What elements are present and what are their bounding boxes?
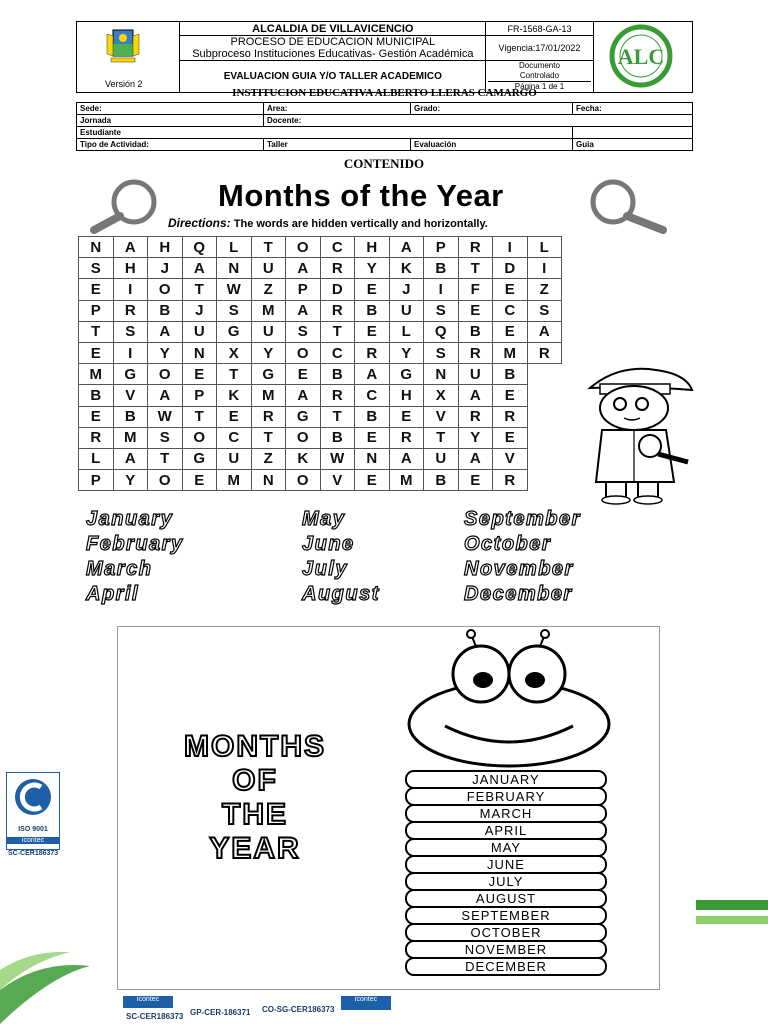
grid-cell: H [355,237,390,258]
grid-cell: E [355,470,390,491]
grid-cell: W [320,448,355,469]
grid-row [79,258,562,279]
caterpillar-segment: JULY [405,872,607,891]
caterpillar-segment: NOVEMBER [405,940,607,959]
estudiante-field: Estudiante [77,127,573,139]
grid-cell: M [251,300,286,321]
grid-cell: C [320,237,355,258]
area-field: Area: [264,103,411,115]
grid-cell: L [217,237,252,258]
grid-cell: E [217,406,252,427]
grid-cell: E [493,385,528,406]
grid-cell: N [217,258,252,279]
month-word: September [464,508,581,530]
grid-cell: A [182,258,217,279]
grid-cell: E [493,321,528,342]
wordsearch-grid [78,236,562,491]
grid-cell: V [320,470,355,491]
grid-cell: A [148,385,183,406]
vigencia: Vigencia:17/01/2022 [486,36,593,61]
sede-field: Sede: [77,103,264,115]
grid-cell: E [79,279,114,300]
icontec-badge-bottom-1: icontec [123,996,173,1008]
grid-cell: T [217,364,252,385]
caterpillar-segment: OCTOBER [405,923,607,942]
grid-cell: R [320,300,355,321]
grid-row [79,237,562,258]
grid-cell: Z [251,279,286,300]
guia-field: Guia [573,139,693,151]
grid-cell: R [320,385,355,406]
grid-cell: E [355,321,390,342]
iso-cert-badge [6,772,60,850]
grid-cell: A [286,300,321,321]
green-swoosh-left [0,930,120,1024]
grid-cell: C [320,342,355,363]
grid-cell: U [182,321,217,342]
big-title-line-2: OF [232,764,278,797]
caterpillar-segment: SEPTEMBER [405,906,607,925]
grid-cell: L [527,237,562,258]
grid-cell: B [113,406,148,427]
grid-cell: K [286,448,321,469]
grid-cell: L [389,321,424,342]
caterpillar-head-icon [405,628,615,768]
grid-cell: J [182,300,217,321]
docente-field: Docente: [264,115,693,127]
grid-cell: B [148,300,183,321]
grid-cell: J [148,258,183,279]
grid-cell: M [79,364,114,385]
grid-cell: E [182,470,217,491]
grid-cell: W [217,279,252,300]
grid-cell: J [389,279,424,300]
grid-cell: T [251,427,286,448]
icontec-label: icontec [7,837,59,844]
caterpillar-segment: JANUARY [405,770,607,789]
caterpillar-segment: JUNE [405,855,607,874]
grid-cell: Y [458,427,493,448]
month-word: July [302,558,349,580]
grid-cell: A [527,321,562,342]
grid-cell: F [458,279,493,300]
grid-cell: G [389,364,424,385]
grid-cell: A [458,385,493,406]
grid-cell: A [458,448,493,469]
grid-cell: T [182,279,217,300]
page-count: Página 1 de 1 [488,81,590,92]
grado-field: Grado: [411,103,573,115]
grid-cell: Y [251,342,286,363]
grid-cell: C [217,427,252,448]
grid-cell: E [458,300,493,321]
grid-cell: Z [251,448,286,469]
grid-row [79,406,562,427]
grid-cell: L [79,448,114,469]
grid-row [79,385,562,406]
grid-cell: A [113,448,148,469]
contenido-heading: CONTENIDO [343,156,425,171]
grid-cell: O [286,237,321,258]
grid-cell: S [148,427,183,448]
grid-cell: Q [182,237,217,258]
grid-cell: S [286,321,321,342]
grid-cell: I [113,279,148,300]
caterpillar-segment: DECEMBER [405,957,607,976]
grid-cell: D [320,279,355,300]
grid-cell: O [286,342,321,363]
svg-text:ALC: ALC [617,44,664,69]
caterpillar-segment: AUGUST [405,889,607,908]
magnifier-right-icon [575,178,675,234]
process-cell [180,36,486,61]
grid-cell: T [79,321,114,342]
subprocess-title: Subproceso Instituciones Educativas- Gestión Académica [192,48,474,60]
grid-row [79,321,562,342]
cert-code-left: SC-CER186373 [8,850,59,857]
grid-cell: C [355,385,390,406]
tipo-field: Tipo de Actividad: [77,139,264,151]
grid-cell: T [424,427,459,448]
grid-cell: R [458,406,493,427]
grid-cell: R [458,237,493,258]
grid-cell: N [182,342,217,363]
grid-cell: E [79,342,114,363]
grid-cell: K [389,258,424,279]
grid-cell [527,406,562,427]
grid-cell: G [217,321,252,342]
grid-cell: S [424,342,459,363]
grid-cell [527,470,562,491]
grid-cell: R [113,300,148,321]
month-word: February [86,533,184,555]
grid-cell: N [424,364,459,385]
grid-cell: A [389,237,424,258]
grid-cell: T [320,406,355,427]
fecha-field: Fecha: [573,103,693,115]
grid-cell: R [251,406,286,427]
grid-cell: R [320,258,355,279]
grid-cell: S [217,300,252,321]
grid-cell: N [79,237,114,258]
grid-cell: I [424,279,459,300]
grid-cell: E [355,427,390,448]
controlado-label: Controlado [519,71,560,80]
grid-cell: T [182,406,217,427]
grid-cell: E [458,470,493,491]
grid-cell: M [217,470,252,491]
grid-cell: G [251,364,286,385]
grid-cell: B [355,406,390,427]
cert-code-bottom-1: SC-CER186373 [126,1012,184,1021]
grid-cell: T [458,258,493,279]
grid-row [79,342,562,363]
grid-cell: B [355,300,390,321]
caterpillar-segment: MARCH [405,804,607,823]
estudiante-extra [573,127,693,139]
grid-cell: S [113,321,148,342]
grid-cell [527,427,562,448]
month-word: December [464,583,573,605]
grid-cell: R [458,342,493,363]
cert-code-bottom-3: CO-SG-CER186373 [262,1005,335,1014]
magnifier-left-icon [84,178,174,234]
evaluacion-field: Evaluación [411,139,573,151]
grid-cell: U [217,448,252,469]
right-logo-cell [593,22,692,93]
grid-cell: B [424,258,459,279]
grid-cell: P [182,385,217,406]
grid-cell: U [251,321,286,342]
grid-cell: H [113,258,148,279]
grid-cell: O [286,470,321,491]
directions-label: Directions: [168,216,231,230]
grid-cell: S [79,258,114,279]
month-word: November [464,558,574,580]
grid-cell: V [493,448,528,469]
grid-cell: P [286,279,321,300]
iso-label: ISO 9001 [18,826,48,833]
grid-cell: I [113,342,148,363]
grid-cell: E [79,406,114,427]
grid-cell: A [286,385,321,406]
alcaldia-title: ALCALDIA DE VILLAVICENCIO [180,22,486,36]
grid-row [79,279,562,300]
grid-cell: N [251,470,286,491]
grid-cell: E [389,406,424,427]
grid-cell: U [251,258,286,279]
caterpillar-segment: APRIL [405,821,607,840]
grid-row [79,427,562,448]
grid-cell: E [182,364,217,385]
detective-illustration [578,360,704,505]
grid-cell: R [79,427,114,448]
grid-cell: A [389,448,424,469]
wordsearch-directions [168,216,488,230]
grid-row [79,364,562,385]
grid-cell: N [355,448,390,469]
month-word: August [302,583,380,605]
grid-cell: S [527,300,562,321]
grid-cell: T [148,448,183,469]
info-table [76,102,693,151]
grid-cell: P [424,237,459,258]
coat-of-arms-icon [103,26,143,66]
grid-cell: M [493,342,528,363]
grid-cell: K [217,385,252,406]
grid-cell: O [148,470,183,491]
grid-cell: P [79,300,114,321]
grid-cell: U [458,364,493,385]
grid-cell: G [286,406,321,427]
caterpillar-segment: MAY [405,838,607,857]
grid-cell: E [286,364,321,385]
grid-cell: R [389,427,424,448]
grid-cell: U [389,300,424,321]
icontec-badge-bottom-2: icontec [341,996,391,1010]
grid-cell: O [182,427,217,448]
grid-cell: T [320,321,355,342]
grid-cell: A [355,364,390,385]
grid-cell: M [389,470,424,491]
big-title-line-3: THE [222,798,288,831]
grid-cell: I [493,237,528,258]
logo-cell [77,22,180,93]
taller-field: Taller [264,139,411,151]
grid-cell: A [113,237,148,258]
grid-cell [527,448,562,469]
grid-cell: G [182,448,217,469]
directions-text: The words are hidden vertically and horizontally. [233,218,488,230]
evaluation-title: EVALUACION GUIA Y/O TALLER ACADEMICO [180,61,486,93]
grid-cell: R [493,470,528,491]
grid-cell: B [458,321,493,342]
grid-cell: M [113,427,148,448]
grid-cell: H [148,237,183,258]
grid-cell: B [320,364,355,385]
form-code: FR-1568-GA-13 [486,22,593,36]
wordsearch-title: Months of the Year [218,178,504,213]
grid-cell: P [79,470,114,491]
grid-cell: Y [389,342,424,363]
grid-cell: V [424,406,459,427]
grid-row [79,300,562,321]
big-title-line-4: YEAR [209,832,301,865]
grid-cell: V [113,385,148,406]
grid-cell: C [493,300,528,321]
month-word: April [86,583,140,605]
grid-cell: B [79,385,114,406]
grid-cell: D [493,258,528,279]
grid-cell: G [113,364,148,385]
grid-row [79,470,562,491]
header-table [76,21,693,93]
month-word: March [86,558,153,580]
big-title-line-1: MONTHS [184,730,326,763]
month-word: October [464,533,552,555]
grid-cell: M [251,385,286,406]
grid-cell: Q [424,321,459,342]
grid-cell: T [251,237,286,258]
caterpillar-segment: FEBRUARY [405,787,607,806]
version-label: Versión 2 [105,79,143,89]
grid-cell: R [493,406,528,427]
grid-cell: Y [113,470,148,491]
process-title: PROCESO DE EDUCACION MUNICIPAL [230,36,436,48]
school-logo-icon [609,24,673,88]
grid-cell: Y [148,342,183,363]
grid-cell: H [389,385,424,406]
grid-cell: E [493,427,528,448]
grid-cell: Z [527,279,562,300]
grid-cell: A [286,258,321,279]
grid-cell: W [148,406,183,427]
month-word: January [86,508,174,530]
documento-label: Documento [519,61,560,70]
grid-cell: X [217,342,252,363]
grid-cell [527,385,562,406]
jornada-field: Jornada [77,115,264,127]
grid-cell: R [355,342,390,363]
icontec-logo-icon [7,773,59,821]
grid-cell: Y [355,258,390,279]
grid-cell: O [286,427,321,448]
grid-cell: S [424,300,459,321]
grid-cell: B [493,364,528,385]
grid-row [79,448,562,469]
grid-cell: U [424,448,459,469]
grid-cell: E [493,279,528,300]
grid-cell: O [148,279,183,300]
cert-code-bottom-2: GP-CER-186371 [190,1008,251,1017]
green-swoosh-right [696,894,768,934]
month-word: May [302,508,346,530]
grid-cell: B [424,470,459,491]
grid-cell [527,364,562,385]
month-word: June [302,533,355,555]
grid-cell: O [148,364,183,385]
grid-cell: E [355,279,390,300]
grid-cell: A [148,321,183,342]
grid-cell: I [527,258,562,279]
institution-name: INSTITUCION EDUCATIVA ALBERTO LLERAS CAMARGO [232,87,537,99]
grid-cell: X [424,385,459,406]
grid-cell: B [320,427,355,448]
grid-cell: R [527,342,562,363]
